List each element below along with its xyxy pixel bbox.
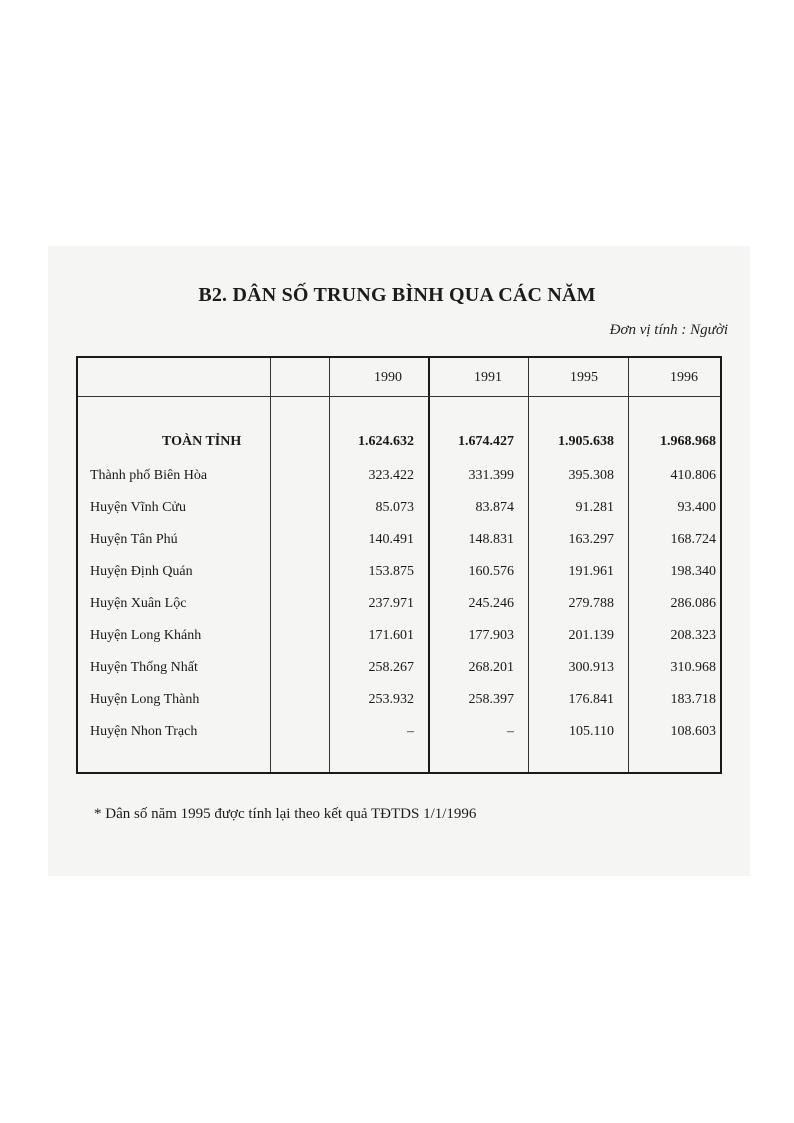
cell-value: – bbox=[507, 724, 514, 739]
table-row bbox=[78, 692, 720, 722]
row-name: Huyện Nhon Trạch bbox=[90, 724, 198, 739]
cell-value: 191.961 bbox=[568, 564, 614, 579]
cell-value: 300.913 bbox=[568, 660, 614, 675]
cell-value: 140.491 bbox=[368, 532, 414, 547]
cell-value: – bbox=[407, 724, 414, 739]
cell-value: 258.397 bbox=[468, 692, 514, 707]
cell-value: 1.674.427 bbox=[458, 434, 514, 449]
year-header: 1990 bbox=[374, 370, 402, 385]
row-name: Huyện Long Thành bbox=[90, 692, 200, 707]
row-name: Huyện Tân Phú bbox=[90, 532, 178, 547]
cell-value: 93.400 bbox=[677, 500, 716, 515]
cell-value: 201.139 bbox=[568, 628, 614, 643]
cell-value: 153.875 bbox=[368, 564, 414, 579]
row-name: Huyện Xuân Lộc bbox=[90, 596, 187, 611]
cell-value: 198.340 bbox=[670, 564, 716, 579]
row-name: Huyện Long Khánh bbox=[90, 628, 202, 643]
table-row bbox=[78, 468, 720, 498]
cell-value: 237.971 bbox=[368, 596, 414, 611]
table-row bbox=[78, 500, 720, 530]
cell-value: 208.323 bbox=[670, 628, 716, 643]
page-title: B2. DÂN SỐ TRUNG BÌNH QUA CÁC NĂM bbox=[198, 284, 596, 306]
year-header: 1991 bbox=[474, 370, 502, 385]
cell-value: 395.308 bbox=[568, 468, 614, 483]
unit-label: Đơn vị tính : Người bbox=[609, 322, 728, 338]
cell-value: 177.903 bbox=[468, 628, 514, 643]
cell-value: 1.905.638 bbox=[558, 434, 614, 449]
table-row-total bbox=[78, 434, 720, 464]
table-row bbox=[78, 628, 720, 658]
cell-value: 410.806 bbox=[670, 468, 716, 483]
cell-value: 253.932 bbox=[368, 692, 414, 707]
year-header: 1995 bbox=[570, 370, 598, 385]
cell-value: 91.281 bbox=[575, 500, 614, 515]
row-name: Huyện Vĩnh Cửu bbox=[90, 500, 186, 515]
cell-value: 268.201 bbox=[468, 660, 514, 675]
cell-value: 310.968 bbox=[670, 660, 716, 675]
cell-value: 108.603 bbox=[670, 724, 716, 739]
cell-value: 105.110 bbox=[569, 724, 614, 739]
cell-value: 279.788 bbox=[568, 596, 614, 611]
cell-value: 171.601 bbox=[368, 628, 414, 643]
table-row bbox=[78, 596, 720, 626]
row-name: Huyện Định Quán bbox=[90, 564, 193, 579]
cell-value: 160.576 bbox=[468, 564, 514, 579]
cell-value: 163.297 bbox=[568, 532, 614, 547]
cell-value: 258.267 bbox=[368, 660, 414, 675]
cell-value: 323.422 bbox=[368, 468, 414, 483]
cell-value: 83.874 bbox=[475, 500, 514, 515]
footnote: * Dân số năm 1995 được tính lại theo kết quả TĐTDS 1/1/1996 bbox=[94, 806, 477, 822]
row-name: Huyện Thống Nhất bbox=[90, 660, 198, 675]
year-header: 1996 bbox=[670, 370, 698, 385]
cell-value: 148.831 bbox=[468, 532, 514, 547]
population-table bbox=[76, 356, 722, 774]
table-row bbox=[78, 660, 720, 690]
cell-value: 183.718 bbox=[670, 692, 716, 707]
cell-value: 85.073 bbox=[375, 500, 414, 515]
row-name: Thành phố Biên Hòa bbox=[90, 468, 208, 483]
table-row bbox=[78, 564, 720, 594]
table-row bbox=[78, 724, 720, 754]
cell-value: 176.841 bbox=[568, 692, 614, 707]
cell-value: 245.246 bbox=[468, 596, 514, 611]
row-name: TOÀN TỈNH bbox=[162, 434, 242, 449]
cell-value: 1.968.968 bbox=[660, 434, 716, 449]
cell-value: 331.399 bbox=[468, 468, 514, 483]
cell-value: 168.724 bbox=[670, 532, 716, 547]
table-row bbox=[78, 532, 720, 562]
header-divider bbox=[78, 396, 720, 397]
cell-value: 1.624.632 bbox=[358, 434, 414, 449]
cell-value: 286.086 bbox=[670, 596, 716, 611]
